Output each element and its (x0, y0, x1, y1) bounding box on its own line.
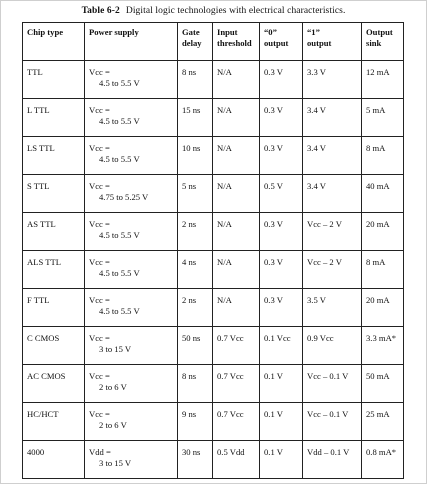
power-supply-label: Vcc = (89, 181, 110, 191)
cell-zero-output: 0.3 V (260, 61, 303, 99)
cell-zero-output: 0.5 V (260, 175, 303, 213)
power-supply-range: 4.75 to 5.25 V (99, 192, 149, 202)
cell-one-output: Vdd – 0.1 V (303, 441, 362, 479)
cell-input-threshold: N/A (213, 137, 260, 175)
cell-one-output: 3.4 V (303, 99, 362, 137)
cell-power-supply (85, 289, 178, 327)
header-gate-delay: Gate delay (178, 23, 213, 61)
cell-gate-delay: 50 ns (178, 327, 213, 365)
header-chip-type: Chip type (23, 23, 85, 61)
header-output-sink: Output sink (362, 23, 404, 61)
cell-zero-output: 0.3 V (260, 137, 303, 175)
cell-input-threshold: N/A (213, 251, 260, 289)
cell-zero-output: 0.3 V (260, 251, 303, 289)
cell-output-sink: 5 mA (362, 99, 404, 137)
cell-one-output: Vcc – 2 V (303, 251, 362, 289)
power-supply-label: Vcc = (89, 257, 110, 267)
cell-output-sink: 25 mA (362, 403, 404, 441)
power-supply-range: 4.5 to 5.5 V (99, 306, 140, 316)
cell-chip-type: HC/HCT (23, 403, 85, 441)
table-row (23, 61, 404, 99)
cell-input-threshold: N/A (213, 61, 260, 99)
cell-input-threshold: 0.7 Vcc (213, 365, 260, 403)
cell-one-output: 0.9 Vcc (303, 327, 362, 365)
power-supply-label: Vcc = (89, 219, 110, 229)
cell-chip-type: 4000 (23, 441, 85, 479)
cell-zero-output: 0.3 V (260, 289, 303, 327)
cell-chip-type: C CMOS (23, 327, 85, 365)
table-row (23, 403, 404, 441)
power-supply-range: 4.5 to 5.5 V (99, 116, 140, 126)
power-supply-range: 4.5 to 5.5 V (99, 78, 140, 88)
cell-power-supply (85, 175, 178, 213)
logic-technologies-table (22, 22, 404, 479)
cell-gate-delay: 8 ns (178, 61, 213, 99)
table-row (23, 289, 404, 327)
cell-chip-type: L TTL (23, 99, 85, 137)
cell-input-threshold: 0.7 Vcc (213, 327, 260, 365)
cell-output-sink: 50 mA (362, 365, 404, 403)
table-row (23, 365, 404, 403)
table-caption (0, 6, 427, 16)
power-supply-label: Vcc = (89, 295, 110, 305)
cell-output-sink: 0.8 mA* (362, 441, 404, 479)
cell-gate-delay: 8 ns (178, 365, 213, 403)
table-caption-text: Digital logic technologies with electrical characteristics. (125, 6, 346, 16)
cell-input-threshold: N/A (213, 213, 260, 251)
cell-zero-output: 0.1 V (260, 403, 303, 441)
power-supply-label: Vdd = (89, 447, 111, 457)
table-row (23, 327, 404, 365)
cell-gate-delay: 9 ns (178, 403, 213, 441)
cell-one-output: 3.4 V (303, 137, 362, 175)
cell-power-supply (85, 99, 178, 137)
power-supply-range: 3 to 15 V (99, 344, 132, 354)
table-body (23, 61, 404, 479)
power-supply-range: 4.5 to 5.5 V (99, 230, 140, 240)
cell-input-threshold: N/A (213, 289, 260, 327)
table-header-row (23, 23, 404, 61)
cell-one-output: 3.4 V (303, 175, 362, 213)
cell-output-sink: 40 mA (362, 175, 404, 213)
table-row (23, 99, 404, 137)
cell-input-threshold: N/A (213, 175, 260, 213)
cell-chip-type: F TTL (23, 289, 85, 327)
cell-zero-output: 0.1 V (260, 441, 303, 479)
cell-gate-delay: 30 ns (178, 441, 213, 479)
cell-zero-output: 0.1 Vcc (260, 327, 303, 365)
cell-one-output: 3.5 V (303, 289, 362, 327)
power-supply-label: Vcc = (89, 67, 110, 77)
power-supply-label: Vcc = (89, 105, 110, 115)
cell-gate-delay: 10 ns (178, 137, 213, 175)
power-supply-range: 4.5 to 5.5 V (99, 154, 140, 164)
cell-power-supply (85, 441, 178, 479)
cell-zero-output: 0.1 V (260, 365, 303, 403)
cell-power-supply (85, 403, 178, 441)
cell-output-sink: 20 mA (362, 289, 404, 327)
cell-one-output: Vcc – 2 V (303, 213, 362, 251)
cell-chip-type: AS TTL (23, 213, 85, 251)
power-supply-range: 4.5 to 5.5 V (99, 268, 140, 278)
cell-zero-output: 0.3 V (260, 213, 303, 251)
table-caption-label: Table 6-2 (81, 6, 120, 16)
table-row (23, 251, 404, 289)
cell-power-supply (85, 327, 178, 365)
table-row (23, 137, 404, 175)
header-one-output: “1” output (303, 23, 362, 61)
cell-gate-delay: 5 ns (178, 175, 213, 213)
header-zero-output: “0” output (260, 23, 303, 61)
cell-zero-output: 0.3 V (260, 99, 303, 137)
cell-power-supply (85, 61, 178, 99)
cell-input-threshold: N/A (213, 99, 260, 137)
cell-output-sink: 3.3 mA* (362, 327, 404, 365)
header-input-threshold: Input threshold (213, 23, 260, 61)
power-supply-label: Vcc = (89, 371, 110, 381)
cell-power-supply (85, 251, 178, 289)
cell-power-supply (85, 137, 178, 175)
cell-chip-type: LS TTL (23, 137, 85, 175)
cell-one-output: 3.3 V (303, 61, 362, 99)
cell-output-sink: 8 mA (362, 137, 404, 175)
table-row (23, 175, 404, 213)
power-supply-range: 2 to 6 V (99, 420, 127, 430)
cell-power-supply (85, 365, 178, 403)
cell-one-output: Vcc – 0.1 V (303, 403, 362, 441)
cell-gate-delay: 2 ns (178, 289, 213, 327)
power-supply-label: Vcc = (89, 333, 110, 343)
cell-output-sink: 12 mA (362, 61, 404, 99)
cell-chip-type: TTL (23, 61, 85, 99)
cell-chip-type: S TTL (23, 175, 85, 213)
table-row (23, 213, 404, 251)
power-supply-range: 2 to 6 V (99, 382, 127, 392)
power-supply-label: Vcc = (89, 143, 110, 153)
cell-output-sink: 8 mA (362, 251, 404, 289)
cell-chip-type: ALS TTL (23, 251, 85, 289)
cell-input-threshold: 0.7 Vcc (213, 403, 260, 441)
cell-power-supply (85, 213, 178, 251)
cell-input-threshold: 0.5 Vdd (213, 441, 260, 479)
cell-chip-type: AC CMOS (23, 365, 85, 403)
cell-gate-delay: 4 ns (178, 251, 213, 289)
power-supply-range: 3 to 15 V (99, 458, 132, 468)
cell-one-output: Vcc – 0.1 V (303, 365, 362, 403)
cell-gate-delay: 2 ns (178, 213, 213, 251)
table-row (23, 441, 404, 479)
cell-gate-delay: 15 ns (178, 99, 213, 137)
power-supply-label: Vcc = (89, 409, 110, 419)
cell-output-sink: 20 mA (362, 213, 404, 251)
header-power-supply: Power supply (85, 23, 178, 61)
